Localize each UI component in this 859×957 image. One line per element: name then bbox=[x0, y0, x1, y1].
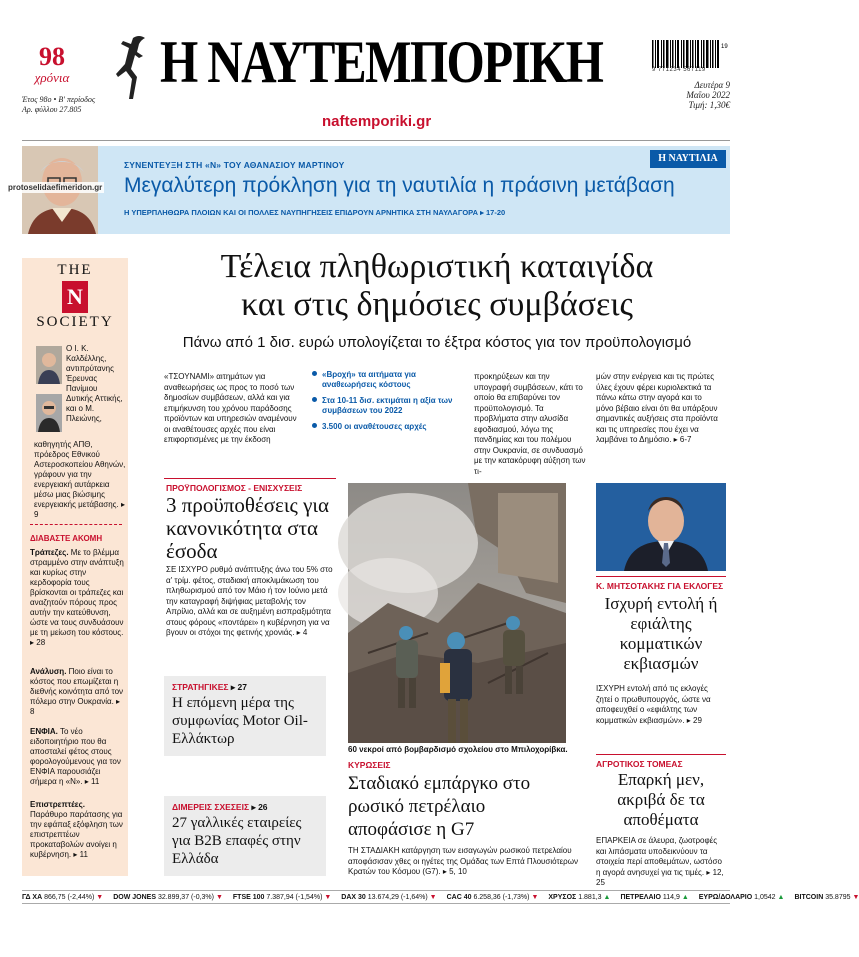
section-divider bbox=[164, 478, 336, 479]
photo-caption: 60 νεκροί από βομβαρδισμό σχολείου στο Μπιλοχορίβκα. bbox=[348, 745, 568, 754]
society-logo-n: N bbox=[62, 281, 88, 313]
sidebar-divider bbox=[30, 524, 122, 525]
website-link[interactable]: naftemporiki.gr bbox=[322, 113, 432, 130]
watermark-label: protoselidaefimeridon.gr bbox=[8, 183, 103, 192]
issue-price: Τιμή: 1,30€ bbox=[688, 100, 730, 110]
story-title[interactable]: Σταδιακό εμπάργκο στο ρωσικό πετρέλαιο αποφάσισε η G7 bbox=[348, 773, 531, 840]
newspaper-title: Η ΝΑΥΤΕΜΠΟΡΙΚΗ bbox=[160, 29, 603, 95]
sidebar-item-text: Με το βλέμμα στραμμένο στην ανάπτυξη και κυρίως στην κερδοφορία τους βρίσκονται οι τράπεζες και αναζητούν πόρους προς αυτήν την κατεύθυνση, ώστε να τους συνδυάσουν με τη μείωση του κόστους. ▸ 28 bbox=[30, 548, 124, 647]
barcode-icon bbox=[652, 40, 728, 68]
section-divider bbox=[596, 754, 726, 755]
main-headline-line2: και στις δημόσιες συμβάσεις bbox=[241, 286, 633, 323]
story-kicker: Κ. ΜΗΤΣΟΤΑΚΗΣ ΓΙΑ ΕΚΛΟΓΕΣ bbox=[596, 581, 724, 591]
ticker-item: DOW JONES 32.899,37 (-0,3%) ▼ bbox=[113, 893, 223, 901]
main-subheadline: Πάνω από 1 δισ. ευρώ υπολογίζεται το έξτρα κόστος για τον προϋπολογισμό bbox=[182, 334, 692, 351]
story-kicker: ΚΥΡΩΣΕΙΣ bbox=[348, 760, 391, 770]
story-page-ref: ▸ 27 bbox=[230, 682, 247, 692]
society-lead-text-cont: καθηγητής ΑΠΘ, πρόεδρος Εθνικού Αστεροσκοπείου Αθηνών, γράφουν για την ενεργειακή αυτάρκεια μέσω μιας βιώσιμης ενεργειακής μετάβασης. ▸ 9 bbox=[34, 440, 126, 519]
sidebar-item-lead: Ανάλυση. bbox=[30, 667, 67, 676]
story-title[interactable]: 27 γαλλικές εταιρείες για Β2Β επαφές στην Ελλάδα bbox=[172, 815, 302, 867]
section-badge-nautilia[interactable]: Η ΝΑΥΤΙΛΙΑ bbox=[650, 150, 726, 168]
story-kicker-text: ΣΤΡΑΤΗΓΙΚΕΣ bbox=[172, 682, 229, 692]
prime-minister-photo bbox=[596, 483, 726, 571]
masthead-divider bbox=[22, 140, 730, 141]
lead-article-col3: μών στην ενέργεια και τις πρώτες ύλες έχουν φέρει κυριολεκτικά τα πάνω κάτω στην αγορά και το μόνο βέβαιο είναι ότι θα υπάρξουν σημαντικές αυξήσεις στα προϊόντα και τις υπηρεσίες που έχει να λαμβάνει το Δημόσιο. ▸ 6-7 bbox=[596, 372, 718, 444]
story-kicker-text: ΔΙΜΕΡΕΙΣ ΣΧΕΣΕΙΣ bbox=[172, 802, 250, 812]
edition-info bbox=[22, 95, 95, 115]
ticker-item: FTSE 100 7.387,94 (-1,54%) ▼ bbox=[232, 893, 332, 901]
arrow-down-icon: ▼ bbox=[429, 893, 437, 901]
lead-article-col1: «ΤΣΟΥΝΑΜΙ» αιτημάτων για αναθεωρήσεις ως προς το ποσό των δημοσίων συμβάσεων, αλλά και για επιμήκυνση του χρόνου παράδοσης προϊόντων και υπηρεσιών αναμένουν οι αναθέτουσες αρχές που είναι επιφορτισμένες με την έκδοση bbox=[164, 372, 297, 444]
author-photo-2 bbox=[36, 394, 62, 432]
arrow-down-icon: ▼ bbox=[215, 893, 223, 901]
anniversary-label: χρόνια bbox=[34, 70, 70, 85]
sidebar-item-lead: Τράπεζες. bbox=[30, 548, 69, 557]
main-headline-line1: Τέλεια πληθωριστική καταιγίδα bbox=[220, 248, 654, 285]
story-title[interactable]: Ισχυρή εντολή ή εφιάλτης κομματικών εκβιασμών bbox=[604, 594, 718, 673]
sidebar-item[interactable] bbox=[30, 800, 124, 860]
society-lead-text: Ο Ι. Κ. Καλδέλλης, αντιπρύτανης Έρευνας Πανίμιου Δυτικής Αττικής, και ο Μ. Πλειώνης, bbox=[66, 344, 123, 423]
banner-title[interactable]: Μεγαλύτερη πρόκληση για τη ναυτιλία η πράσινη μετάβαση bbox=[124, 174, 675, 197]
anniversary-badge bbox=[22, 44, 82, 86]
sidebar-item-lead: ΕΝΦΙΑ. bbox=[30, 727, 58, 736]
lead-bullet: 3.500 οι αναθέτουσες αρχές bbox=[310, 422, 468, 432]
sidebar-item[interactable] bbox=[30, 727, 124, 787]
story-title[interactable]: Επαρκή μεν, ακριβά δε τα αποθέματα bbox=[617, 770, 705, 829]
lead-bullet: Στα 10-11 δισ. εκτιμάται η αξία των συμβάσεων του 2022 bbox=[310, 396, 468, 416]
story-body: ΣΕ ΙΣΧΥΡΟ ρυθμό ανάπτυξης άνω του 5% στο α' τρίμ. φέτος, σταδιακή αποκλιμάκωση του πληθωρισμού από τον Μάιο ή τον Ιούνιο μετά την καταγραφή διψήφιας μεταβολής τον Απρίλιο, αλλά και σε αυξημένη εισπραξιμότητα στους φόρους «ποντάρει» η κυβέρνηση για να βγουν οι στόχοι της φετινής χρονιάς. ▸ 4 bbox=[166, 565, 333, 637]
society-logo-word: SOCIETY bbox=[36, 314, 114, 330]
lead-bullet: «Βροχή» τα αιτήματα για αναθεωρήσεις κόστους bbox=[310, 370, 468, 390]
ticker-item: CAC 40 6.258,36 (-1,73%) ▼ bbox=[446, 893, 539, 901]
ticker-item: BITCOIN 35.8795 ▼ bbox=[794, 893, 859, 901]
market-ticker bbox=[22, 890, 859, 904]
banner-kicker: ΣΥΝΕΝΤΕΥΞΗ ΣΤΗ «Ν» ΤΟΥ ΑΘΑΝΑΣΙΟΥ ΜΑΡΤΙΝΟΥ bbox=[124, 160, 345, 170]
ticker-item: ΠΕΤΡΕΛΑΙΟ 114,9 ▲ bbox=[620, 893, 689, 901]
story-body: ΙΣΧΥΡΗ εντολή από τις εκλογές ζητεί ο πρωθυπουργός, ώστε να αποφευχθεί ο «εφιάλτης των κομματικών εκβιασμών». ▸ 29 bbox=[596, 684, 711, 725]
sidebar-item[interactable] bbox=[30, 667, 124, 717]
story-body: ΤΗ ΣΤΑΔΙΑΚΗ κατάργηση των εισαγωγών ρωσικού πετρελαίου αποφάσισαν χθες οι ηγέτες της Ομάδας των Επτά Πλουσιότερων Κρατών του Κόσμου (G7). ▸ 5, 10 bbox=[348, 846, 578, 876]
sidebar-section-title: ΔΙΑΒΑΣΤΕ ΑΚΟΜΗ bbox=[30, 534, 103, 543]
arrow-up-icon: ▲ bbox=[603, 893, 611, 901]
sidebar-item-text: Ποιο είναι το κόστος που επωμίζεται η διεθνής κοινότητα από τον πόλεμο στην Ουκρανία. ▸ 8 bbox=[30, 667, 124, 716]
ticker-item: ΓΔ ΧΑ 866,75 (-2,44%) ▼ bbox=[22, 893, 104, 901]
sidebar-item[interactable] bbox=[30, 548, 124, 648]
barcode-issue: 19 bbox=[721, 44, 728, 50]
date-month: Μαΐου 2022 bbox=[686, 90, 730, 100]
barcode-number: 9 771234 567119 bbox=[652, 67, 706, 73]
main-headline[interactable] bbox=[142, 248, 732, 324]
banner-subtitle: Η ΥΠΕΡΠΛΗΘΩΡΑ ΠΛΟΙΩΝ ΚΑΙ ΟΙ ΠΟΛΛΕΣ ΝΑΥΠΗΓΗΣΕΙΣ ΕΠΙΔΡΟΥΝ ΑΡΝΗΤΙΚΑ ΣΤΗ ΝΑΥΛΑΓΟΡΑ ▸ 17-20 bbox=[124, 208, 506, 217]
story-title[interactable]: 3 προϋποθέσεις για κανονικότητα στα έσοδα bbox=[166, 493, 329, 563]
story-kicker bbox=[172, 802, 268, 813]
story-kicker: ΑΓΡΟΤΙΚΟΣ ΤΟΜΕΑΣ bbox=[596, 759, 683, 769]
hermes-logo-icon bbox=[113, 32, 157, 104]
arrow-up-icon: ▲ bbox=[777, 893, 785, 901]
society-logo-the: THE bbox=[57, 262, 93, 278]
arrow-down-icon: ▼ bbox=[96, 893, 104, 901]
edition-issue: Αρ. φύλλου 27.805 bbox=[22, 105, 82, 114]
author-photo-1 bbox=[36, 346, 62, 384]
lead-bullets bbox=[310, 370, 468, 438]
story-kicker: ΠΡΟΫΠΟΛΟΓΙΣΜΟΣ - ΕΝΙΣΧΥΣΕΙΣ bbox=[166, 483, 303, 493]
ticker-item: ΕΥΡΩ/ΔΟΛΑΡΙΟ 1,0542 ▲ bbox=[698, 893, 785, 901]
date-day: Δευτέρα 9 bbox=[694, 80, 730, 90]
war-rescue-photo bbox=[348, 483, 566, 743]
sidebar-item-text: Το νέο ειδοποιητήριο που θα αποσταλεί φέτος στους φορολογούμενους για τον ΕΝΦΙΑ παρουσιάζει σήμερα η «Ν». ▸ 11 bbox=[30, 727, 121, 786]
arrow-up-icon: ▲ bbox=[681, 893, 689, 901]
story-kicker bbox=[172, 682, 247, 693]
lead-article-col2: προκηρύξεων και την υπογραφή συμβάσεων, κάτι το οποίο θα επιβαρύνει τον προϋπολογισμό. Τα προβλήματα στην αλυσίδα εφοδιασμού, λόγω της πανδημίας και του πολέμου στην Ουκρανία, σε συνδυασμό με την κατακόρυφη αύξηση των τι- bbox=[474, 372, 586, 476]
anniversary-number: 98 bbox=[39, 42, 65, 71]
sidebar-item-text: Παράθυρο παράτασης για την εφάπαξ εξόφληση των επιστρεπτέων προκαταβολών ανοίγει η κυβέρνηση. ▸ 11 bbox=[30, 810, 123, 859]
arrow-down-icon: ▼ bbox=[324, 893, 332, 901]
ticker-item: DAX 30 13.674,29 (-1,64%) ▼ bbox=[341, 893, 437, 901]
story-page-ref: ▸ 26 bbox=[251, 802, 268, 812]
arrow-down-icon: ▼ bbox=[531, 893, 539, 901]
ticker-item: ΧΡΥΣΟΣ 1.881,3 ▲ bbox=[548, 893, 611, 901]
section-divider bbox=[596, 576, 726, 577]
sidebar-item-lead: Επιστρεπτέες. bbox=[30, 800, 85, 809]
story-title[interactable]: Η επόμενη μέρα της συμφωνίας Motor Oil-Ελλάκτωρ bbox=[172, 695, 308, 747]
edition-year: Έτος 98ο • Β' περίοδος bbox=[22, 95, 96, 104]
issue-date bbox=[654, 80, 730, 110]
arrow-down-icon: ▼ bbox=[852, 893, 859, 901]
story-body: ΕΠΑΡΚΕΙΑ σε άλευρα, ζωοτροφές και λιπάσματα υποδεικνύουν τα στοιχεία περί αποθεμάτων, ωστόσο η αγορά ανησυχεί για τις τιμές. ▸ 12, 25 bbox=[596, 836, 724, 887]
